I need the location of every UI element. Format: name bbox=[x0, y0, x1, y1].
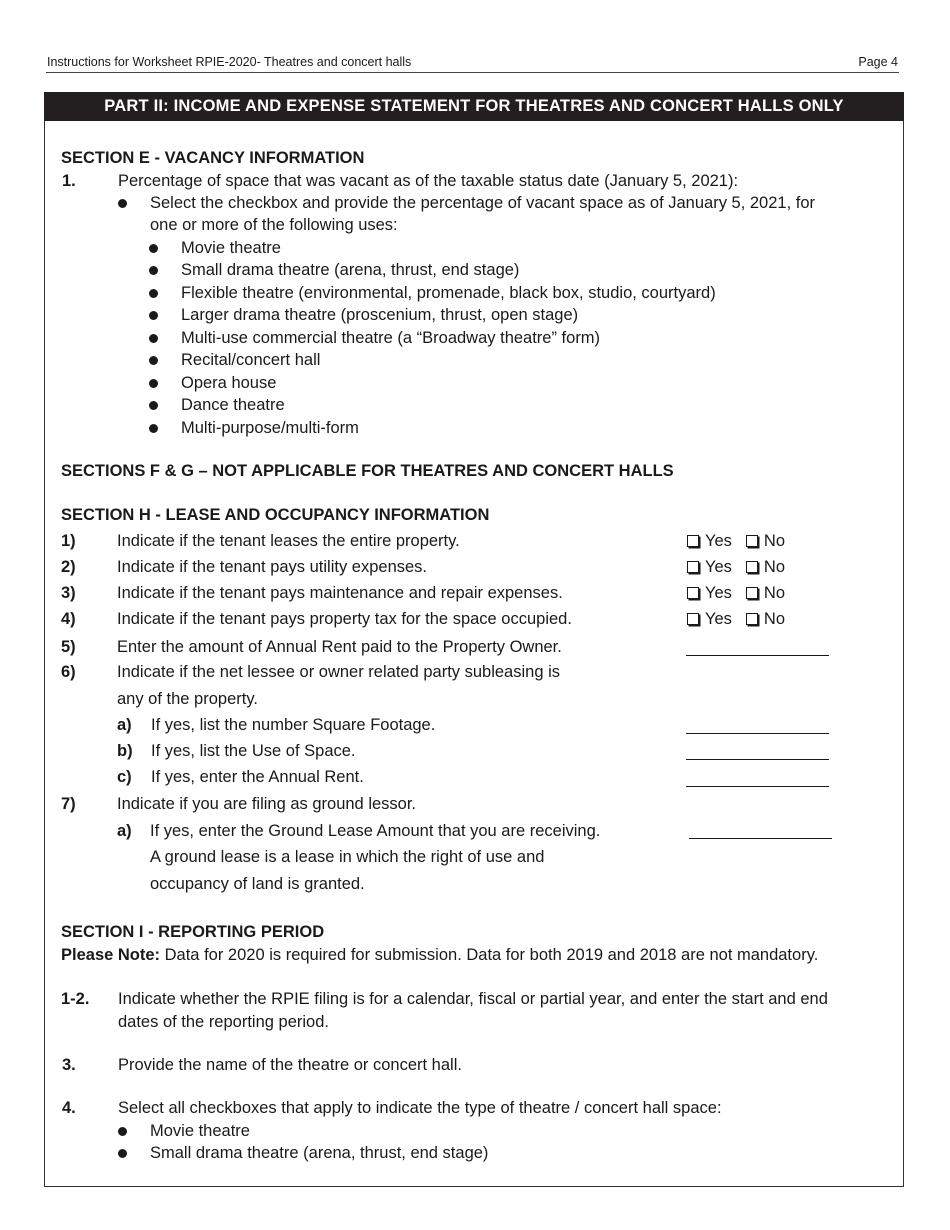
section-e-bullet-line2: one or more of the following uses: bbox=[150, 216, 398, 234]
use-item: Larger drama theatre (proscenium, thrust, open stage) bbox=[181, 306, 579, 324]
item-number: 7) bbox=[61, 795, 76, 813]
use-item: Dance theatre bbox=[181, 396, 285, 414]
sub-item-number: c) bbox=[117, 768, 132, 786]
bullet-icon bbox=[149, 266, 158, 275]
sub-item-number: a) bbox=[117, 822, 132, 840]
bullet-icon bbox=[118, 199, 127, 208]
no-checkbox[interactable] bbox=[746, 535, 758, 547]
item-number: 3. bbox=[62, 1056, 76, 1074]
lease-question: Indicate if the net lessee or owner related party subleasing is bbox=[117, 663, 561, 681]
no-label: No bbox=[763, 584, 786, 602]
yes-no-group bbox=[687, 583, 785, 603]
sub-item-text: occupancy of land is granted. bbox=[150, 875, 365, 893]
yes-checkbox[interactable] bbox=[687, 587, 699, 599]
item-number: 1) bbox=[61, 532, 76, 550]
item-number: 3) bbox=[61, 584, 76, 602]
space-type-item: Small drama theatre (arena, thrust, end stage) bbox=[150, 1144, 489, 1162]
no-label: No bbox=[763, 532, 786, 550]
no-checkbox[interactable] bbox=[746, 561, 758, 573]
sub-item-text: If yes, list the number Square Footage. bbox=[151, 716, 436, 734]
item-number: 5) bbox=[61, 638, 76, 656]
note-text: Data for 2020 is required for submission. Data for both 2019 and 2018 are not mandatory. bbox=[160, 946, 819, 964]
use-item: Movie theatre bbox=[181, 239, 281, 257]
item-number: 4) bbox=[61, 610, 76, 628]
section-h-title: SECTION H - LEASE AND OCCUPANCY INFORMATION bbox=[61, 506, 490, 524]
bullet-icon bbox=[149, 356, 158, 365]
yes-no-group bbox=[687, 609, 785, 629]
section-e-item-text: Percentage of space that was vacant as of the taxable status date (January 5, 2021): bbox=[118, 172, 739, 190]
sublease-annual-rent-field[interactable] bbox=[686, 786, 829, 787]
section-e-item-number: 1. bbox=[62, 172, 76, 190]
bullet-icon bbox=[149, 244, 158, 253]
annual-rent-field[interactable] bbox=[686, 655, 829, 656]
sub-item-number: b) bbox=[117, 742, 133, 760]
bullet-icon bbox=[118, 1127, 127, 1136]
lease-question: Indicate if the tenant pays property tax for the space occupied. bbox=[117, 610, 572, 628]
yes-label: Yes bbox=[705, 558, 732, 576]
lease-question: Indicate if the tenant pays utility expenses. bbox=[117, 558, 428, 576]
sub-item-text: A ground lease is a lease in which the right of use and bbox=[150, 848, 545, 866]
yes-checkbox[interactable] bbox=[687, 535, 699, 547]
reporting-item-text: Indicate whether the RPIE filing is for a calendar, fiscal or partial year, and enter the start and end bbox=[118, 990, 828, 1008]
sub-item-text: If yes, enter the Annual Rent. bbox=[151, 768, 364, 786]
lease-question: Indicate if you are filing as ground lessor. bbox=[117, 795, 417, 813]
section-e-bullet-line1: Select the checkbox and provide the percentage of vacant space as of January 5, 2021, for bbox=[150, 194, 816, 212]
use-item: Multi-use commercial theatre (a “Broadway theatre” form) bbox=[181, 329, 601, 347]
note-label: Please Note: bbox=[61, 946, 161, 964]
use-item: Recital/concert hall bbox=[181, 351, 321, 369]
yes-no-group bbox=[687, 531, 785, 551]
use-item: Flexible theatre (environmental, promenade, black box, studio, courtyard) bbox=[181, 284, 716, 302]
bullet-icon bbox=[149, 334, 158, 343]
section-i-title: SECTION I - REPORTING PERIOD bbox=[61, 923, 325, 941]
use-of-space-field[interactable] bbox=[686, 759, 829, 760]
item-number: 4. bbox=[62, 1099, 76, 1117]
section-e-title: SECTION E - VACANCY INFORMATION bbox=[61, 149, 365, 167]
part-banner: PART II: INCOME AND EXPENSE STATEMENT FOR THEATRES AND CONCERT HALLS ONLY bbox=[44, 92, 904, 121]
use-item: Small drama theatre (arena, thrust, end stage) bbox=[181, 261, 520, 279]
yes-label: Yes bbox=[705, 610, 732, 628]
bullet-icon bbox=[118, 1149, 127, 1158]
item-number: 2) bbox=[61, 558, 76, 576]
lease-question-continued: any of the property. bbox=[117, 690, 258, 708]
yes-no-group bbox=[687, 557, 785, 577]
please-note bbox=[61, 945, 818, 965]
item-number: 1-2. bbox=[61, 990, 90, 1008]
no-label: No bbox=[763, 558, 786, 576]
no-checkbox[interactable] bbox=[746, 587, 758, 599]
lease-question: Indicate if the tenant pays maintenance and repair expenses. bbox=[117, 584, 563, 602]
bullet-icon bbox=[149, 379, 158, 388]
page-number: Page 4 bbox=[858, 55, 898, 69]
item-number: 6) bbox=[61, 663, 76, 681]
bullet-icon bbox=[149, 401, 158, 410]
page-header bbox=[46, 55, 899, 73]
space-type-item: Movie theatre bbox=[150, 1122, 250, 1140]
sub-item-text: If yes, enter the Ground Lease Amount that you are receiving. bbox=[150, 822, 601, 840]
use-item: Multi-purpose/multi-form bbox=[181, 419, 359, 437]
yes-checkbox[interactable] bbox=[687, 561, 699, 573]
bullet-icon bbox=[149, 289, 158, 298]
no-checkbox[interactable] bbox=[746, 613, 758, 625]
sub-item-number: a) bbox=[117, 716, 132, 734]
lease-question: Indicate if the tenant leases the entire property. bbox=[117, 532, 460, 550]
square-footage-field[interactable] bbox=[686, 733, 829, 734]
reporting-item-text: Provide the name of the theatre or concert hall. bbox=[118, 1056, 462, 1074]
no-label: No bbox=[763, 610, 786, 628]
document-title: Instructions for Worksheet RPIE-2020- Theatres and concert halls bbox=[47, 55, 412, 69]
reporting-item-text: Select all checkboxes that apply to indicate the type of theatre / concert hall space: bbox=[118, 1099, 722, 1117]
yes-label: Yes bbox=[705, 532, 732, 550]
lease-question: Enter the amount of Annual Rent paid to the Property Owner. bbox=[117, 638, 562, 656]
section-fg-title: SECTIONS F & G – NOT APPLICABLE FOR THEATRES AND CONCERT HALLS bbox=[61, 462, 674, 480]
bullet-icon bbox=[149, 311, 158, 320]
reporting-item-text: dates of the reporting period. bbox=[118, 1013, 329, 1031]
sub-item-text: If yes, list the Use of Space. bbox=[151, 742, 356, 760]
ground-lease-amount-field[interactable] bbox=[689, 838, 832, 839]
use-item: Opera house bbox=[181, 374, 277, 392]
yes-label: Yes bbox=[705, 584, 732, 602]
yes-checkbox[interactable] bbox=[687, 613, 699, 625]
bullet-icon bbox=[149, 424, 158, 433]
